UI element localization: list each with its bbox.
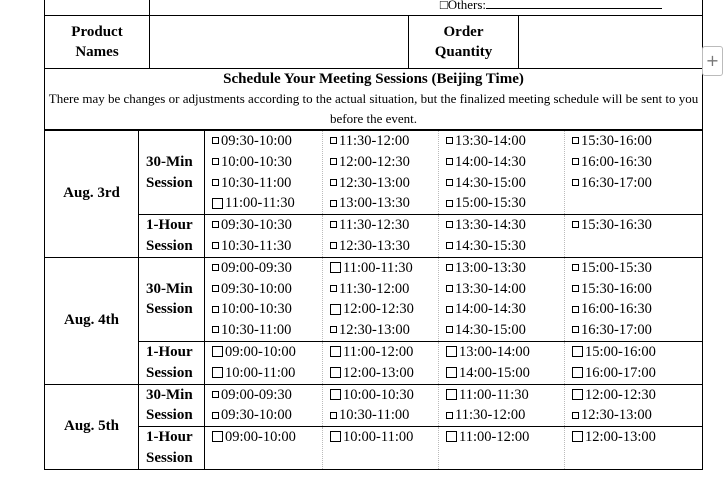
time-slot-option[interactable] <box>446 427 564 448</box>
checkbox-icon[interactable] <box>212 179 219 186</box>
time-slot-option[interactable] <box>572 152 702 173</box>
time-slot-label: 11:00-12:00 <box>343 343 414 360</box>
time-slot-label: 14:30-15:30 <box>455 237 526 254</box>
time-slot-label: 15:30-16:00 <box>581 280 652 297</box>
time-slot-label: 10:00-11:00 <box>343 429 414 446</box>
time-slot-label: 11:30-12:00 <box>339 280 410 297</box>
time-slot-option[interactable] <box>572 258 702 279</box>
time-slot-option[interactable] <box>330 385 438 406</box>
time-slot-column <box>565 384 703 427</box>
time-slot-column <box>439 131 565 215</box>
checkbox-icon[interactable] <box>212 198 223 209</box>
time-slot-label: 09:00-09:30 <box>221 386 292 403</box>
checkbox-icon[interactable] <box>572 137 579 144</box>
time-slot-option[interactable] <box>572 385 702 406</box>
checkbox-icon[interactable] <box>446 179 453 186</box>
checkbox-icon[interactable] <box>330 367 341 378</box>
time-slot-option[interactable] <box>446 236 564 257</box>
schedule-header <box>45 69 703 130</box>
time-slot-option[interactable] <box>572 131 702 152</box>
product-names-field[interactable] <box>150 16 409 69</box>
checkbox-icon[interactable] <box>572 285 579 292</box>
time-slot-option[interactable] <box>212 363 322 384</box>
time-slot-label: 11:00-11:30 <box>225 195 295 212</box>
checkbox-icon[interactable] <box>330 158 337 165</box>
time-slot-label: 10:00-10:30 <box>221 153 292 170</box>
time-slot-option[interactable] <box>572 279 702 300</box>
time-slot-option[interactable] <box>212 236 322 257</box>
checkbox-icon[interactable] <box>330 137 337 144</box>
time-slot-option[interactable] <box>330 427 438 448</box>
schedule-row <box>45 257 703 341</box>
time-slot-option[interactable] <box>446 363 564 384</box>
time-slot-option[interactable] <box>212 342 322 363</box>
time-slot-option[interactable] <box>446 131 564 152</box>
time-slot-label: 14:30-15:00 <box>455 174 526 191</box>
checkbox-icon[interactable] <box>572 389 583 400</box>
time-slot-label: 14:00-15:00 <box>459 364 530 381</box>
time-slot-column <box>565 131 703 215</box>
time-slot-option[interactable] <box>446 173 564 194</box>
checkbox-icon[interactable] <box>212 367 223 378</box>
time-slot-option[interactable] <box>330 215 438 236</box>
time-slot-option[interactable] <box>572 342 702 363</box>
checkbox-icon[interactable] <box>330 262 341 273</box>
time-slot-label: 10:30-11:00 <box>221 322 292 339</box>
time-slot-label: 13:30-14:30 <box>455 217 526 234</box>
checkbox-icon[interactable] <box>330 221 337 228</box>
time-slot-label: 15:30-16:00 <box>581 133 652 149</box>
checkbox-icon[interactable] <box>212 431 223 442</box>
checkbox-icon[interactable] <box>330 285 337 292</box>
others-cell <box>150 0 703 16</box>
checkbox-icon[interactable] <box>446 200 453 207</box>
checkbox-icon[interactable] <box>330 431 341 442</box>
time-slot-column <box>323 384 439 427</box>
date-label: Aug. 3rd <box>45 131 139 258</box>
time-slot-option[interactable] <box>446 258 564 279</box>
checkbox-icon[interactable] <box>572 179 579 186</box>
time-slot-option[interactable] <box>446 405 564 426</box>
time-slot-option[interactable] <box>446 299 564 320</box>
time-slot-label: 12:00-13:00 <box>585 429 656 446</box>
time-slot-label: 10:30-11:00 <box>339 407 410 424</box>
add-row-button[interactable]: + <box>702 46 723 76</box>
time-slot-label: 10:00-10:30 <box>343 386 414 403</box>
time-slot-option[interactable] <box>446 320 564 341</box>
time-slot-label: 15:30-16:30 <box>581 217 652 234</box>
time-slot-option[interactable] <box>330 363 438 384</box>
time-slot-column <box>439 215 565 258</box>
schedule-note: There may be changes or adjustments according to the actual situation, but the finalized meeting schedule will be sent to you before the event. <box>48 91 699 126</box>
time-slot-column <box>439 427 565 470</box>
time-slot-option[interactable] <box>212 258 322 279</box>
checkbox-icon[interactable] <box>572 346 583 357</box>
schedule-row <box>45 131 703 215</box>
time-slot-column <box>205 257 323 341</box>
time-slot-option[interactable] <box>330 342 438 363</box>
schedule-title: Schedule Your Meeting Sessions (Beijing Time) <box>223 71 524 87</box>
time-slot-label: 12:00-13:00 <box>343 364 414 381</box>
checkbox-icon[interactable] <box>446 367 457 378</box>
time-slot-option[interactable] <box>446 342 564 363</box>
others-input-line[interactable] <box>486 8 662 9</box>
time-slot-column <box>323 427 439 470</box>
time-slot-label: 11:30-12:00 <box>339 133 410 149</box>
checkbox-icon[interactable] <box>212 242 219 249</box>
time-slot-column <box>323 341 439 384</box>
checkbox-icon[interactable] <box>572 367 583 378</box>
form-header-table <box>44 0 703 130</box>
date-label: Aug. 4th <box>45 257 139 384</box>
top-cell-left <box>45 0 150 16</box>
time-slot-label: 12:00-12:30 <box>339 153 410 170</box>
checkbox-icon[interactable] <box>446 389 457 400</box>
checkbox-icon[interactable] <box>446 137 453 144</box>
order-quantity-field[interactable] <box>519 16 703 69</box>
time-slot-label: 14:00-14:30 <box>455 301 526 318</box>
checkbox-icon[interactable] <box>212 391 219 398</box>
time-slot-label: 11:00-11:30 <box>459 386 529 403</box>
schedule-grid <box>44 130 703 470</box>
time-slot-column <box>323 131 439 215</box>
session-type-label: 1-Hour Session <box>139 215 205 258</box>
time-slot-option[interactable] <box>330 152 438 173</box>
checkbox-icon[interactable] <box>330 200 337 207</box>
time-slot-option[interactable] <box>446 279 564 300</box>
time-slot-label: 11:00-11:30 <box>343 259 413 276</box>
checkbox-icon[interactable] <box>572 431 583 442</box>
checkbox-icon[interactable] <box>330 304 341 315</box>
checkbox-icon[interactable] <box>572 326 579 333</box>
schedule-row <box>45 215 703 258</box>
others-option[interactable] <box>440 0 662 13</box>
time-slot-label: 12:00-12:30 <box>585 386 656 403</box>
time-slot-option[interactable] <box>212 405 322 426</box>
checkbox-icon[interactable] <box>446 242 453 249</box>
others-label: □Others: <box>439 0 487 12</box>
checkbox-icon[interactable] <box>330 179 337 186</box>
time-slot-option[interactable] <box>212 320 322 341</box>
time-slot-option[interactable] <box>212 173 322 194</box>
schedule-row <box>45 341 703 384</box>
time-slot-option[interactable] <box>572 427 702 448</box>
product-names-label: Product Names <box>45 16 150 69</box>
checkbox-icon[interactable] <box>212 326 219 333</box>
checkbox-icon[interactable] <box>330 242 337 249</box>
time-slot-label: 11:30-12:00 <box>455 407 526 424</box>
time-slot-column <box>205 341 323 384</box>
time-slot-label: 13:00-14:00 <box>459 343 530 360</box>
registration-form <box>44 0 702 470</box>
time-slot-label: 09:30-10:00 <box>221 280 292 297</box>
time-slot-label: 16:00-16:30 <box>581 301 652 318</box>
time-slot-option[interactable] <box>212 427 322 448</box>
time-slot-label: 12:30-13:30 <box>339 237 410 254</box>
time-slot-column <box>565 427 703 470</box>
time-slot-column <box>439 384 565 427</box>
time-slot-label: 10:00-11:00 <box>225 364 296 381</box>
time-slot-label: 12:00-12:30 <box>343 301 414 318</box>
schedule-row <box>45 427 703 470</box>
order-quantity-label: Order Quantity <box>409 16 519 69</box>
time-slot-option[interactable] <box>330 320 438 341</box>
date-label: Aug. 5th <box>45 384 139 469</box>
checkbox-icon[interactable] <box>212 158 219 165</box>
time-slot-option[interactable] <box>446 193 564 214</box>
time-slot-option[interactable] <box>572 363 702 384</box>
checkbox-icon[interactable] <box>572 412 579 419</box>
checkbox-icon[interactable] <box>330 346 341 357</box>
time-slot-option[interactable] <box>212 299 322 320</box>
time-slot-option[interactable] <box>212 385 322 406</box>
time-slot-option[interactable] <box>330 258 438 279</box>
time-slot-label: 10:30-11:30 <box>221 237 292 254</box>
time-slot-option[interactable] <box>212 193 322 214</box>
time-slot-option[interactable] <box>330 405 438 426</box>
checkbox-icon[interactable] <box>330 326 337 333</box>
session-type-label: 30-Min Session <box>139 131 205 215</box>
time-slot-option[interactable] <box>330 236 438 257</box>
checkbox-icon[interactable] <box>572 158 579 165</box>
checkbox-icon[interactable] <box>572 221 579 228</box>
time-slot-label: 09:30-10:00 <box>221 133 292 149</box>
time-slot-column <box>205 427 323 470</box>
time-slot-option[interactable] <box>446 152 564 173</box>
checkbox-icon[interactable] <box>212 285 219 292</box>
time-slot-label: 09:00-09:30 <box>221 259 292 276</box>
time-slot-column <box>439 257 565 341</box>
session-type-label: 30-Min Session <box>139 257 205 341</box>
time-slot-option[interactable] <box>446 385 564 406</box>
time-slot-label: 16:30-17:00 <box>581 322 652 339</box>
time-slot-column <box>565 215 703 258</box>
session-type-label: 1-Hour Session <box>139 427 205 470</box>
time-slot-option[interactable] <box>330 279 438 300</box>
checkbox-icon[interactable] <box>446 431 457 442</box>
time-slot-column <box>205 384 323 427</box>
time-slot-label: 16:30-17:00 <box>581 174 652 191</box>
time-slot-column <box>205 215 323 258</box>
time-slot-option[interactable] <box>572 173 702 194</box>
time-slot-label: 09:00-10:00 <box>225 429 296 446</box>
checkbox-icon[interactable] <box>446 346 457 357</box>
time-slot-option[interactable] <box>330 193 438 214</box>
time-slot-option[interactable] <box>330 299 438 320</box>
time-slot-label: 09:00-10:00 <box>225 343 296 360</box>
time-slot-label: 15:00-15:30 <box>455 195 526 212</box>
time-slot-column <box>565 257 703 341</box>
time-slot-option[interactable] <box>446 215 564 236</box>
checkbox-icon[interactable] <box>572 264 579 271</box>
time-slot-label: 16:00-17:00 <box>585 364 656 381</box>
checkbox-icon[interactable] <box>446 221 453 228</box>
time-slot-label: 16:00-16:30 <box>581 153 652 170</box>
time-slot-option[interactable] <box>572 215 702 236</box>
checkbox-icon[interactable] <box>446 264 453 271</box>
time-slot-column <box>565 341 703 384</box>
checkbox-icon[interactable] <box>212 137 219 144</box>
time-slot-option[interactable] <box>572 405 702 426</box>
checkbox-icon[interactable] <box>446 326 453 333</box>
time-slot-column <box>323 257 439 341</box>
time-slot-column <box>439 341 565 384</box>
checkbox-icon[interactable] <box>446 306 453 313</box>
time-slot-column <box>323 215 439 258</box>
time-slot-label: 12:30-13:00 <box>581 407 652 424</box>
time-slot-label: 13:30-14:00 <box>455 133 526 149</box>
time-slot-label: 09:30-10:30 <box>221 217 292 234</box>
time-slot-label: 10:30-11:00 <box>221 174 292 191</box>
checkbox-icon[interactable] <box>212 306 219 313</box>
time-slot-label: 12:30-13:00 <box>339 174 410 191</box>
time-slot-option[interactable] <box>212 279 322 300</box>
time-slot-option[interactable] <box>330 173 438 194</box>
time-slot-label: 09:30-10:00 <box>221 407 292 424</box>
checkbox-icon[interactable] <box>330 389 341 400</box>
checkbox-icon[interactable] <box>212 264 219 271</box>
checkbox-icon[interactable] <box>330 412 337 419</box>
time-slot-label: 15:00-16:00 <box>585 343 656 360</box>
schedule-row <box>45 384 703 427</box>
checkbox-icon[interactable] <box>446 285 453 292</box>
time-slot-label: 13:00-13:30 <box>455 259 526 276</box>
time-slot-label: 11:30-12:30 <box>339 217 410 234</box>
checkbox-icon[interactable] <box>446 412 453 419</box>
session-type-label: 1-Hour Session <box>139 341 205 384</box>
checkbox-icon[interactable] <box>446 158 453 165</box>
time-slot-column <box>205 131 323 215</box>
time-slot-option[interactable] <box>212 131 322 152</box>
time-slot-option[interactable] <box>212 152 322 173</box>
checkbox-icon[interactable] <box>572 306 579 313</box>
time-slot-option[interactable] <box>330 131 438 152</box>
time-slot-option[interactable] <box>212 215 322 236</box>
time-slot-label: 10:00-10:30 <box>221 301 292 318</box>
time-slot-label: 13:30-14:00 <box>455 280 526 297</box>
time-slot-option[interactable] <box>572 320 702 341</box>
time-slot-label: 11:00-12:00 <box>459 429 530 446</box>
time-slot-label: 15:00-15:30 <box>581 259 652 276</box>
time-slot-option[interactable] <box>572 299 702 320</box>
checkbox-icon[interactable] <box>212 412 219 419</box>
time-slot-label: 14:00-14:30 <box>455 153 526 170</box>
session-type-label: 30-Min Session <box>139 384 205 427</box>
time-slot-label: 13:00-13:30 <box>339 195 410 212</box>
time-slot-label: 12:30-13:00 <box>339 322 410 339</box>
checkbox-icon[interactable] <box>212 221 219 228</box>
checkbox-icon[interactable] <box>212 346 223 357</box>
time-slot-label: 14:30-15:00 <box>455 322 526 339</box>
